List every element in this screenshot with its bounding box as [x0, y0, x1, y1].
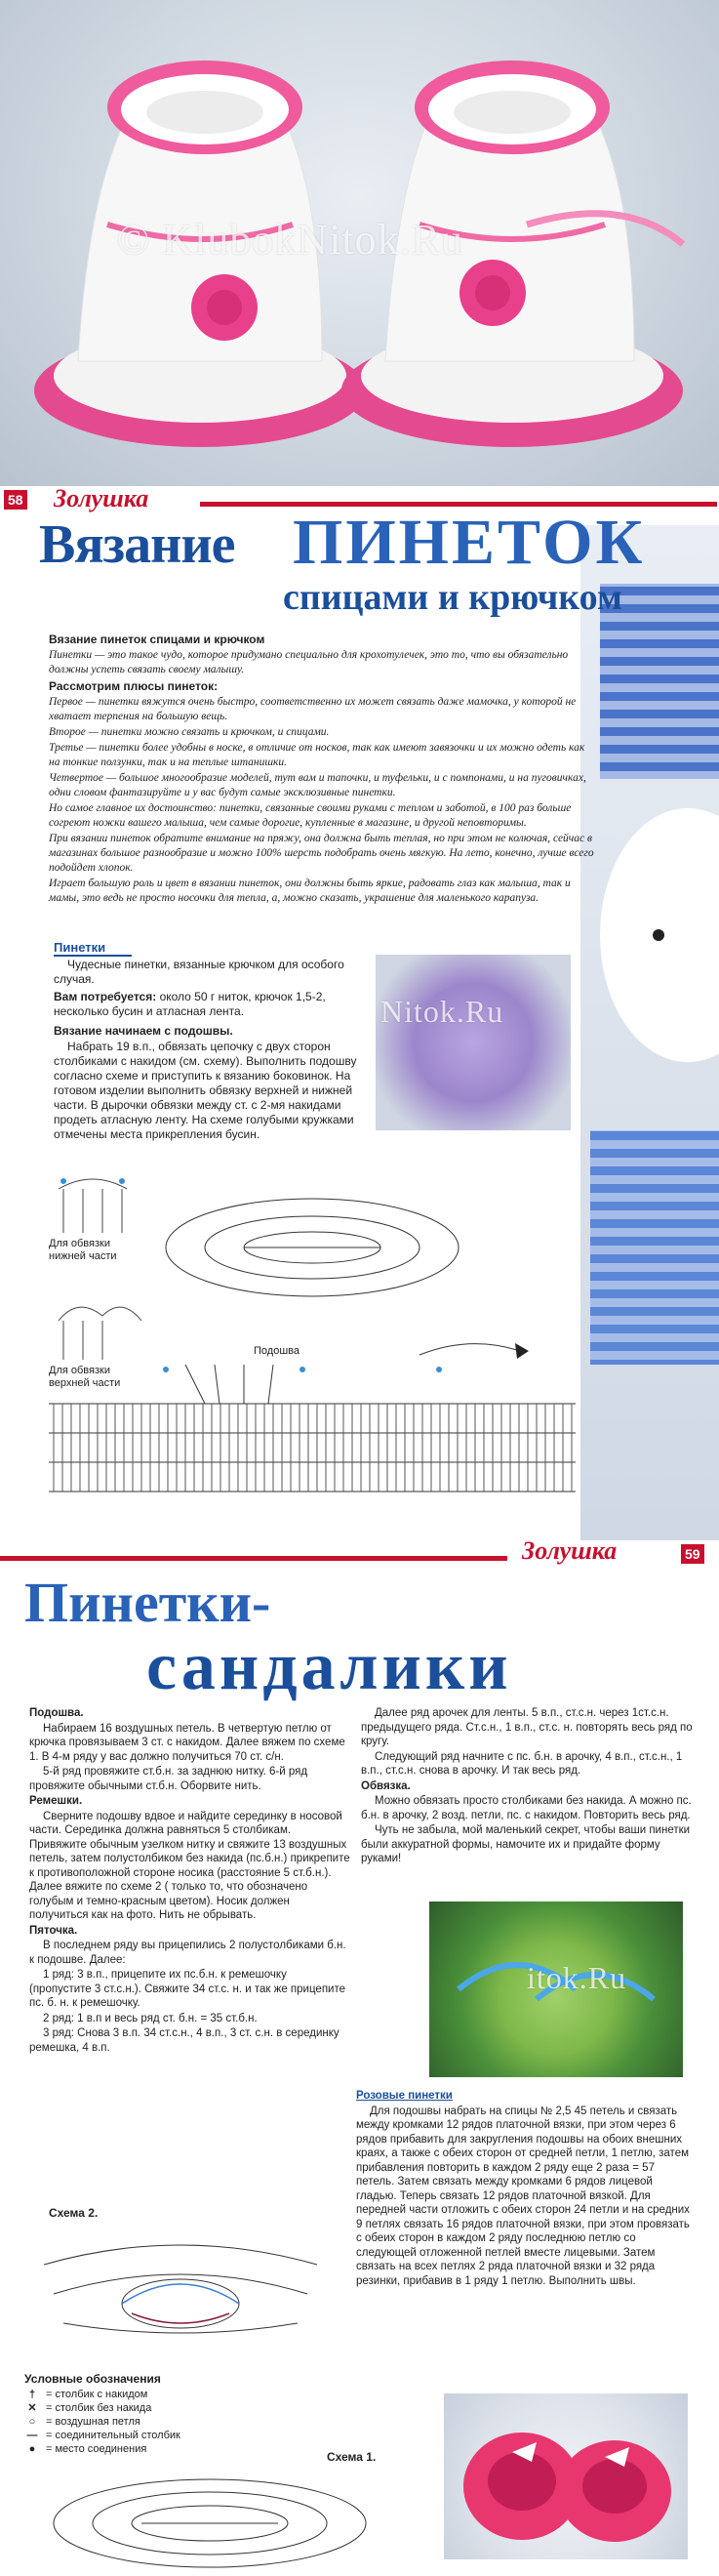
- title-line2: сандалики: [146, 1629, 512, 1704]
- legend-item: [24, 2401, 220, 2415]
- extra-para: Играет большую роль и цвет в вязании пинеток, они должны быть яркие, радовать глаз как малыша, так и мамы, это ведь не просто носочки для тепла, а, можно сказать, украшение для маленького карапуза.: [49, 878, 571, 904]
- scheme-2: [24, 2206, 337, 2372]
- legend-symbol: ○: [28, 2416, 36, 2428]
- col-heading: Обвязка.: [361, 1779, 411, 1792]
- col-paragraph: 3 ряд: Снова 3 в.п. 34 ст.с.н., 4 в.п., 3 ст. с.н. в серединку ремешка, 4 в.п.: [29, 2027, 340, 2054]
- magazine-page-59: [0, 1536, 719, 2576]
- col-paragraph: Можно обвязать просто столбиками без накида. А можно пс. б.н. в арочку, 2 возд. петли, пс. с накидом. Повторить весь ряд.: [361, 1795, 692, 1821]
- watermark-top: © KlubokNitok.Ru: [117, 216, 464, 264]
- intro-text: Пинетки — это такое чудо, которое придумано специально для крохотулечек, это то, что вы обязательно должны успеть связать своему малышу.: [49, 649, 569, 675]
- pros-heading: Рассмотрим плюсы пинеток:: [49, 679, 219, 693]
- section-heading: Пинетки: [54, 940, 132, 957]
- legend-text: = соединительный столбик: [46, 2430, 180, 2441]
- section-intro: Чудесные пинетки, вязанные крючком для особого случая.: [54, 958, 344, 986]
- label-sole: Подошва: [254, 1345, 300, 1357]
- title-line1-a: Вязание: [39, 514, 235, 575]
- pink-text: Для подошвы набрать на спицы № 2,5 45 петель и связать между кромками 12 рядов платочной вязки, при этом через 6 рядов прибавить для закругления подошвы на обоих внешних краях, а также с обеих сторон от средней петли, 1 петлю, затем прибавления повторить в каждом 2 ряду еще 2 раза = 57 петель. Затем связать между кромками 6 рядов лицевой гладью. Теперь связать 12 рядов платочной вязкой. Для передней части отложить с обеих сторон 24 петли и на средних 9 петлях связать 16 рядов платочной вязки, при этом провязать с обеих сторон в каждом 2 ряду последнюю петлю со следующей отложенной петлей вместе лицевыми. Затем связать на всех петлях 2 ряда платочной вязки и 32 ряда резинки, прибавив в 1 ряду 1 петлю. Выполнить швы.: [356, 2105, 690, 2287]
- need-label: Вам потребуется:: [54, 990, 157, 1003]
- col-paragraph: Сверните подошву вдвое и найдите серединку в носовой части. Серединка должна равняться 5 столбикам. Привяжите обычным узелком нитку и свяжите 13 воздушных петель, затем полустолбиком без накида (пс.б.н.) прикрепите к противоположной стороне носика (расстояние 5 ст.б.н.). Далее вяжите по схеме 2 ( только то, что обозначено голубым и темно-красным цветом). Носик должен получиться как на фото. Нить не обрывать.: [29, 1810, 350, 1921]
- runner-title: Золушка: [54, 484, 149, 512]
- intro-heading: Вязание пинеток спицами и крючком: [49, 633, 265, 646]
- pro-item: Третье — пинетки более удобны в носке, в отличие от носков, так как имеют завязочки и их можно одеть как на тонкие ползунки, так и на теплые штанишки.: [49, 742, 585, 768]
- legend-text: = воздушная петля: [46, 2416, 140, 2428]
- col-paragraph: В последнем ряду вы прицепились 2 полустолбиками б.н. к подошве. Далее:: [29, 1940, 346, 1966]
- legend-item: [24, 2429, 220, 2442]
- col-paragraph: 1 ряд: 3 в.п., прицепите их пс.б.н. к ремешочку (пропустите 3 ст.с.н.). Свяжите 34 ст.с. н. и так же прицепите пс. б. н. к ремешочку.: [29, 1969, 346, 2009]
- start-heading: Вязание начинаем с подошвы.: [54, 1024, 233, 1038]
- start-text: Набрать 19 в.п., обвязать цепочку с двух сторон столбиками с накидом (см. схему). Выполнить подошву согласно схеме и приступить к вязанию боковинок. На готовом изделии выполнить обвязку верхней и нижней части. В дырочки обвязки между ст. с 2-мя накидами продеть атласную ленту. На схеме голубыми кружками отмечены места прикрепления бусин.: [54, 1040, 357, 1141]
- title-line1-b: ПИНЕТОК: [293, 507, 646, 578]
- col-paragraph: 2 ряд: 1 в.п и весь ряд ст. б.н. = 35 ст.б.н.: [43, 2012, 258, 2024]
- legend-symbol: †: [28, 2389, 36, 2400]
- column-left: [29, 1706, 351, 2056]
- section-pink-booties: [356, 2089, 693, 2289]
- scheme-1: [24, 2450, 434, 2572]
- scheme-2-label: Схема 2.: [49, 2206, 99, 2220]
- column-right: [361, 1706, 698, 1867]
- legend-text: = место соединения: [46, 2443, 147, 2455]
- legend-symbol: ✕: [27, 2402, 37, 2414]
- watermark-page58: Nitok.Ru: [380, 994, 504, 1029]
- legend-text: = столбик без накида: [46, 2402, 152, 2414]
- intro-block: [49, 633, 595, 907]
- legend-text: = столбик с накидом: [46, 2389, 148, 2400]
- photo-pink-booties: [444, 2393, 688, 2559]
- pro-item: Второе — пинетки можно связать и крючком, и спицами.: [49, 726, 330, 738]
- col-paragraph: Следующий ряд начните с пс. б.н. в арочку, 4 в.п., ст.с.н., 1 в.п., ст.с.н. снова в арочку. И так весь ряд.: [361, 1750, 683, 1777]
- section-booties: [54, 940, 366, 1143]
- watermark-page59: itok.Ru: [527, 1960, 627, 1995]
- legend-item: [24, 2388, 220, 2401]
- need-text: около 50 г ниток, крючок 1,5-2, несколько бусин и атласная лента.: [54, 990, 326, 1018]
- pro-item: Четвертое — большое многообразие моделей, тут вам и тапочки, и туфельки, и с помпонами, и на пуговичках, одни словом фантазируйте и у вас будут самые эксклюзивные пинетки.: [49, 772, 586, 798]
- col-paragraph: 5-й ряд провяжите ст.б.н. за заднюю нитку. 6-й ряд провяжите обычными ст.б.н. Оборвите нить.: [29, 1766, 308, 1792]
- legend-symbol: —: [26, 2430, 38, 2441]
- header-rule: [0, 1556, 507, 1561]
- page-number: 59: [681, 1544, 704, 1564]
- page-number: 58: [4, 490, 27, 510]
- extra-para: Но самое главное их достоинство: пинетки, связанные своими руками с теплом и заботой, в 100 раз больше согреют ножки вашего малыша, чем самые дорогие, купленные в магазине, и другой неповторимы.: [49, 802, 572, 829]
- col-heading: Пяточка.: [29, 1924, 78, 1937]
- col-paragraph: Далее ряд арочек для ленты. 5 в.п., ст.с.н. через 1ст.с.н. предыдущего ряда. Ст.с.н., 1 в.п., ст.с. н. повторять весь ряд по кругу.: [361, 1707, 693, 1747]
- magazine-page-58: [0, 486, 719, 1542]
- runner-title: Золушка: [522, 1536, 618, 1565]
- col-paragraph: Чуть не забыла, мой маленький секрет, чтобы ваши пинетки были аккуратной формы, намочите их и придайте форму руками!: [361, 1824, 691, 1864]
- col-heading: Подошва.: [29, 1707, 84, 1719]
- title-line1: Пинетки-: [24, 1571, 271, 1634]
- pro-item: Первое — пинетки вяжутся очень быстро, соответственно их может связать даже мамочка, у которой не хватает терпения на большую вещь.: [49, 696, 577, 722]
- crochet-chart-sole: [49, 1169, 576, 1501]
- extra-para: При вязании пинеток обратите внимание на пряжу, она должна быть теплая, но при этом не колючая, сейчас в магазинах большое разнообразие и можно 100% шерсть подобрать очень мягкую. На лето, конечно, лучше всего подойдет хлопок.: [49, 833, 594, 874]
- label-lower-edging: Для обвязки нижней части: [49, 1238, 117, 1262]
- photo-green-sandals: [429, 1901, 683, 2077]
- photo-lilac-booties: [376, 955, 571, 1130]
- col-heading: Ремешки.: [29, 1795, 83, 1807]
- pink-heading: Розовые пинетки: [356, 2090, 453, 2102]
- col-paragraph: Набираем 16 воздушных петель. В четвертую петлю от крючка провязываем 3 ст. с накидом. Далее вяжем по схеме 1. В 4-м ряду у вас должно получиться 70 ст. с/н.: [29, 1722, 345, 1763]
- title-line2: спицами и крючком: [283, 577, 622, 618]
- scheme-1-label: Схема 1.: [327, 2450, 377, 2464]
- legend-item: [24, 2415, 220, 2429]
- label-upper-edging: Для обвязки верхней части: [49, 1365, 121, 1389]
- legend-title: Условные обозначения: [24, 2372, 161, 2386]
- side-photo-knitted-toy: [580, 525, 719, 1540]
- legend: [24, 2372, 220, 2456]
- hero-photo-booties: [0, 0, 719, 486]
- legend-symbol: ●: [28, 2443, 36, 2455]
